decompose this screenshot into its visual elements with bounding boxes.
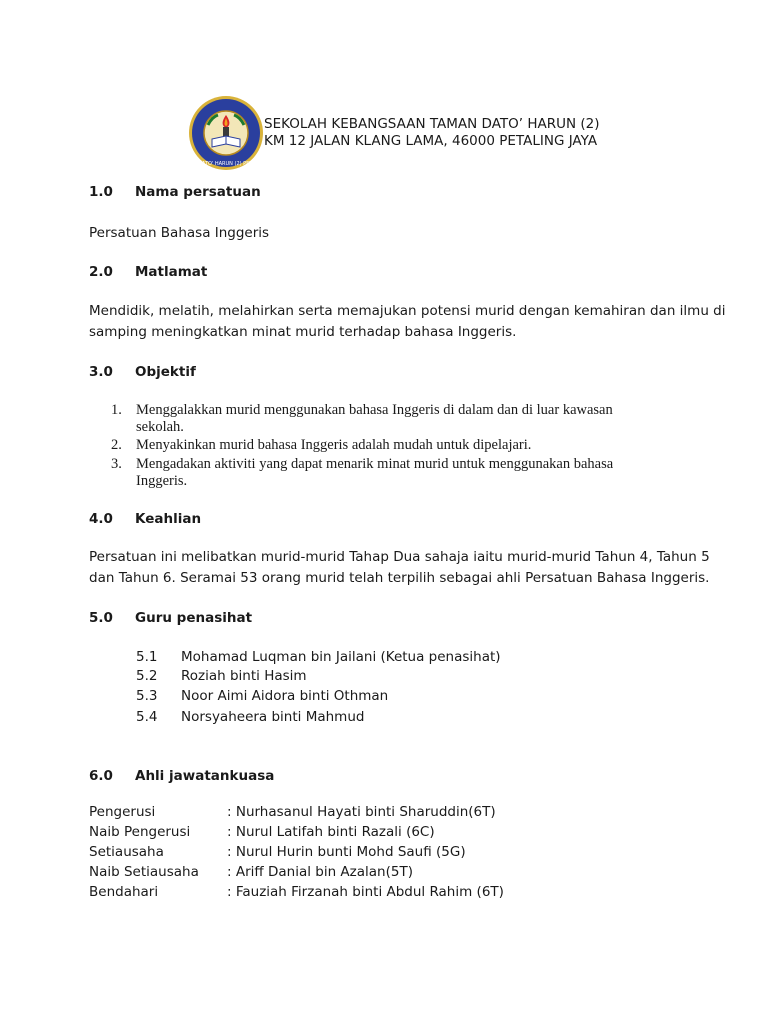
- objektif-line: Inggeris.: [136, 473, 188, 489]
- jawatan-role: Naib Setiausaha: [89, 864, 199, 880]
- objektif-line: Menyakinkan murid bahasa Inggeris adalah mudah untuk dipelajari.: [136, 437, 532, 453]
- objektif-number: 2.: [111, 437, 122, 453]
- objektif-number: 1.: [111, 402, 122, 418]
- guru-name: Mohamad Luqman bin Jailani (Ketua penasihat): [181, 649, 501, 665]
- section-number: 6.0: [89, 768, 113, 784]
- section-number: 2.0: [89, 264, 113, 280]
- jawatan-name: : Nurul Latifah binti Razali (6C): [227, 824, 435, 840]
- matlamat-line: samping meningkatkan minat murid terhadap bahasa Inggeris.: [89, 324, 517, 340]
- school-address: KM 12 JALAN KLANG LAMA, 46000 PETALING JAYA: [264, 133, 598, 149]
- matlamat-line: Mendidik, melatih, melahirkan serta memajukan potensi murid dengan kemahiran dan ilmu di: [89, 303, 726, 319]
- section-title: Matlamat: [135, 264, 208, 280]
- guru-name: Norsyaheera binti Mahmud: [181, 709, 365, 725]
- objektif-line: Menggalakkan murid menggunakan bahasa Inggeris di dalam dan di luar kawasan: [136, 402, 613, 418]
- guru-number: 5.4: [136, 709, 158, 725]
- objektif-line: sekolah.: [136, 419, 184, 435]
- section-title: Keahlian: [135, 511, 202, 527]
- logo-ring-text: S.K. TMN. DATO' HARUN (2) PETALING JAYA: [172, 161, 280, 167]
- jawatan-name: : Nurhasanul Hayati binti Sharuddin(6T): [227, 804, 496, 820]
- keahlian-line: dan Tahun 6. Seramai 53 orang murid telah terpilih sebagai ahli Persatuan Bahasa Inggeris.: [89, 570, 710, 586]
- jawatan-name: : Nurul Hurin bunti Mohd Saufi (5G): [227, 844, 466, 860]
- section-title: Objektif: [135, 364, 196, 380]
- jawatan-role: Setiausaha: [89, 844, 164, 860]
- section-title: Guru penasihat: [135, 610, 253, 626]
- section-title: Ahli jawatankuasa: [135, 768, 275, 784]
- section-number: 5.0: [89, 610, 113, 626]
- guru-number: 5.2: [136, 668, 158, 684]
- guru-name: Roziah binti Hasim: [181, 668, 307, 684]
- nama-persatuan-text: Persatuan Bahasa Inggeris: [89, 225, 270, 241]
- section-title: Nama persatuan: [135, 184, 261, 200]
- school-crest-icon: [172, 95, 280, 171]
- section-number: 1.0: [89, 184, 113, 200]
- section-number: 3.0: [89, 364, 113, 380]
- guru-number: 5.3: [136, 688, 158, 704]
- guru-name: Noor Aimi Aidora binti Othman: [181, 688, 389, 704]
- jawatan-role: Bendahari: [89, 884, 159, 900]
- jawatan-role: Pengerusi: [89, 804, 156, 820]
- guru-number: 5.1: [136, 649, 158, 665]
- school-name: SEKOLAH KEBANGSAAN TAMAN DATO’ HARUN (2): [264, 116, 600, 132]
- jawatan-role: Naib Pengerusi: [89, 824, 191, 840]
- section-number: 4.0: [89, 511, 113, 527]
- jawatan-name: : Ariff Danial bin Azalan(5T): [227, 864, 413, 880]
- objektif-line: Mengadakan aktiviti yang dapat menarik minat murid untuk menggunakan bahasa: [136, 456, 614, 472]
- keahlian-line: Persatuan ini melibatkan murid-murid Tahap Dua sahaja iaitu murid-murid Tahun 4, Tahun 5: [89, 549, 710, 565]
- objektif-number: 3.: [111, 456, 122, 472]
- jawatan-name: : Fauziah Firzanah binti Abdul Rahim (6T): [227, 884, 504, 900]
